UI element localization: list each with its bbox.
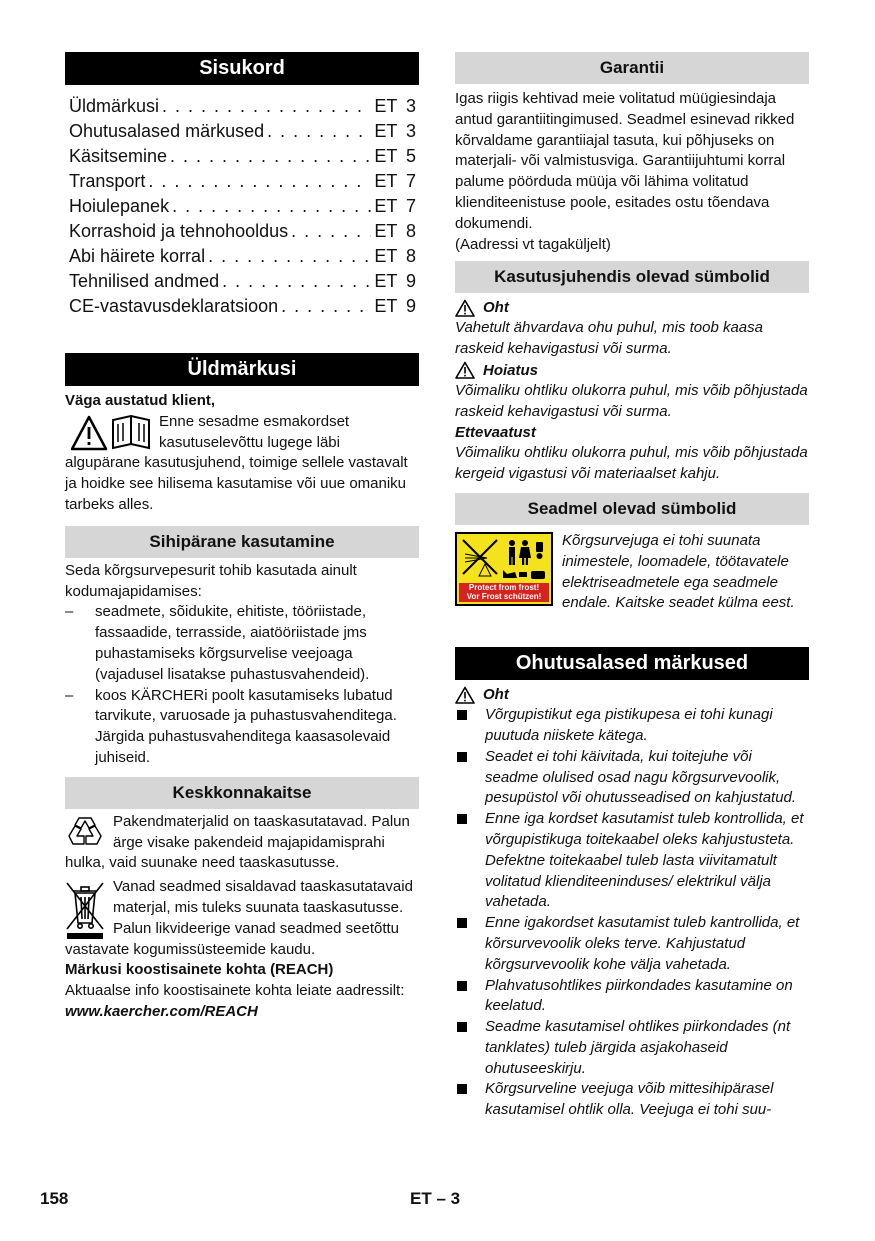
device-symbols-heading: Seadmel olevad sümbolid [455,493,809,525]
danger-label: Oht [455,297,809,318]
reach-title: Märkusi koostisainete kohta (REACH) [65,961,334,979]
packaging-text: Pakendmaterjalid on taaskasutatavad. Palun ärge visake pakendeid majapidamisprahi hulka, vaid suunake need taaskasutusse. [65,812,410,872]
list-item: – koos KÄRCHERi poolt kasutamiseks lubatud tarvikute, varuosade ja puhastusvahenditega. Järgida puhastusvahenditega kaasasolevaid juhiseid. [65,686,419,769]
intended-use-text: Seda kõrgsurvepesurit tohib kasutada ainult kodumajapidamises: [65,561,357,600]
page-number: 158 [40,1189,69,1208]
table-of-contents [65,85,419,319]
intro-block [65,412,419,516]
warning-text: Võimaliku ohtliku olukorra puhul, mis võib põhjustada raskeid kehavigastusi või surma. [455,381,808,420]
toc-item[interactable]: Transport . . . ET 7 [69,169,416,194]
safety-danger-label: Oht [455,684,809,705]
warranty-heading: Garantii [455,52,809,84]
toc-item[interactable]: Hoiulepanek . . . ET 7 [69,194,416,219]
intended-use-heading: Sihipärane kasutamine [65,526,419,558]
frost-label: Protect from frost! Vor Frost schützen! [459,583,549,602]
list-item: Võrgupistikut ega pistikupesa ei tohi kunagi puutuda niiskete kätega. [455,705,809,747]
warning-triangle-icon [455,299,475,317]
crossed-bin-icon [65,879,105,939]
reach-link[interactable]: www.kaercher.com/REACH [65,1002,258,1020]
list-item: Kõrgsurveline veejuga võib mittesihipärasel kasutamisel ohtlik olla. Veejuga ei tohi suu- [455,1079,809,1121]
safety-heading: Ohutusalased märkused [455,647,809,680]
no-spray-icon [457,534,551,584]
toc-item[interactable]: Ohutusalased märkused . . . ET 3 [69,119,416,144]
device-symbols-text: Kõrgsurvejuga ei tohi suunata inimestele, loomadele, töötavatele elektriseadmetele ega seadmele endale. Kaitske seadet külma eest. [562,531,795,612]
toc-item[interactable]: Üldmärkusi . . . ET 3 [69,94,416,119]
left-column [65,52,419,1023]
right-column [455,52,809,1121]
list-item: Seadet ei tohi käivitada, kui toitejuhe või seadme olulised osad nagu kõrgsurvevoolik, pesupüstol või ohutusseadised on kahjustatud. [455,747,809,809]
device-symbols-block [455,531,809,614]
intended-use-list [65,602,419,768]
warning-label: Hoiatus [455,360,809,381]
greeting: Väga austatud klient, [65,392,216,409]
manual-symbols-heading: Kasutusjuhendis olevad sümbolid [455,261,809,293]
toc-item[interactable]: Abi häirete korral . . . ET 8 [69,244,416,269]
warranty-address-note: (Aadressi vt tagaküljelt) [455,235,611,253]
list-item: Enne igakordset kasutamist tuleb kantrollida, et kõrsurvevoolik oleks terve. Kahjustatud kõrgsurvevoolik kohe välja vahetada. [455,913,809,975]
toc-item[interactable]: Korrashoid ja tehnohooldus . . . ET 8 [69,219,416,244]
safety-list [455,705,809,1121]
recycling-icon [65,814,105,852]
reach-text: Aktuaalse info koostisainete kohta leiate aadressilt: [65,982,405,1000]
footer-lang: ET [410,1189,432,1208]
general-heading: Üldmärkusi [65,353,419,386]
toc-item[interactable]: Käsitsemine . . . ET 5 [69,144,416,169]
warning-triangle-icon [455,686,475,704]
list-item: Enne iga kordset kasutamist tuleb kontrollida, et võrgupistikuga toitekaabel oleks kahjustusteta. Defektne toitekaabel tuleb lasta viivitamatult volitatud klienditeeninduses/ elektrikul välja vahetada. [455,809,809,913]
old-devices-text: Vanad seadmed sisaldavad taaskasutatavaid materjal, mis tuleks suunata taaskasutusse. Palun likvideerige vanad seadmed seetõttu vastavate kogumissüsteemide kaudu. [65,878,413,958]
warning-manual-icon [71,414,151,452]
list-item: Seadme kasutamisel ohtlikes piirkondades (nt tanklates) tuleb järgida asjakohaseid ohutuseeskirju. [455,1017,809,1079]
intro-text: Enne sesadme esmakordset kasutuselevõttu lugege läbi algupärane kasutusjuhend, toimige sellele vastavalt ja hoidke see hilisema kasutamise või uue omaniku tarbeks alles. [65,412,408,513]
environment-heading: Keskkonnakaitse [65,777,419,809]
toc-item[interactable]: CE-vastavusdeklaratsioon . . . ET 9 [69,294,416,319]
old-devices-block [65,877,419,960]
caution-text: Võimaliku ohtliku olukorra puhul, mis võib põhjustada kergeid vigastusi või materiaalset kahju. [455,444,808,483]
warning-triangle-icon [455,361,475,379]
device-label-image [455,532,553,606]
warranty-text: Igas riigis kehtivad meie volitatud müügiesindaja antud garantiitingimused. Seadmel esinevad rikked kõrvaldame garantiiajal tasuta, kui põhjuseks on materjali- või valmistusviga. Garantiijuhtumi korral palume pöörduda müüja või lähima volitatud klienditeenistuse poole, esitades ostu tõendava dokumendi. [455,90,795,232]
caution-label: Ettevaatust [455,423,536,441]
list-item: – seadmete, sõidukite, ehitiste, tööriistade, fassaadide, terrasside, aiatööriistade jms puhastamiseks kõrgsurvelise veejoaga (vajadusel lisatakse puhastusvahendeid). [65,602,419,685]
toc-item[interactable]: Tehnilised andmed . . . ET 9 [69,269,416,294]
list-item: Plahvatusohtlikes piirkondades kasutamine on keelatud. [455,976,809,1018]
danger-text: Vahetult ähvardava ohu puhul, mis toob kaasa raskeid kehavigastusi või surma. [455,319,763,358]
toc-heading: Sisukord [65,52,419,85]
footer-section-page: – 3 [436,1189,461,1208]
footer-section [410,1189,460,1209]
packaging-block [65,812,419,874]
